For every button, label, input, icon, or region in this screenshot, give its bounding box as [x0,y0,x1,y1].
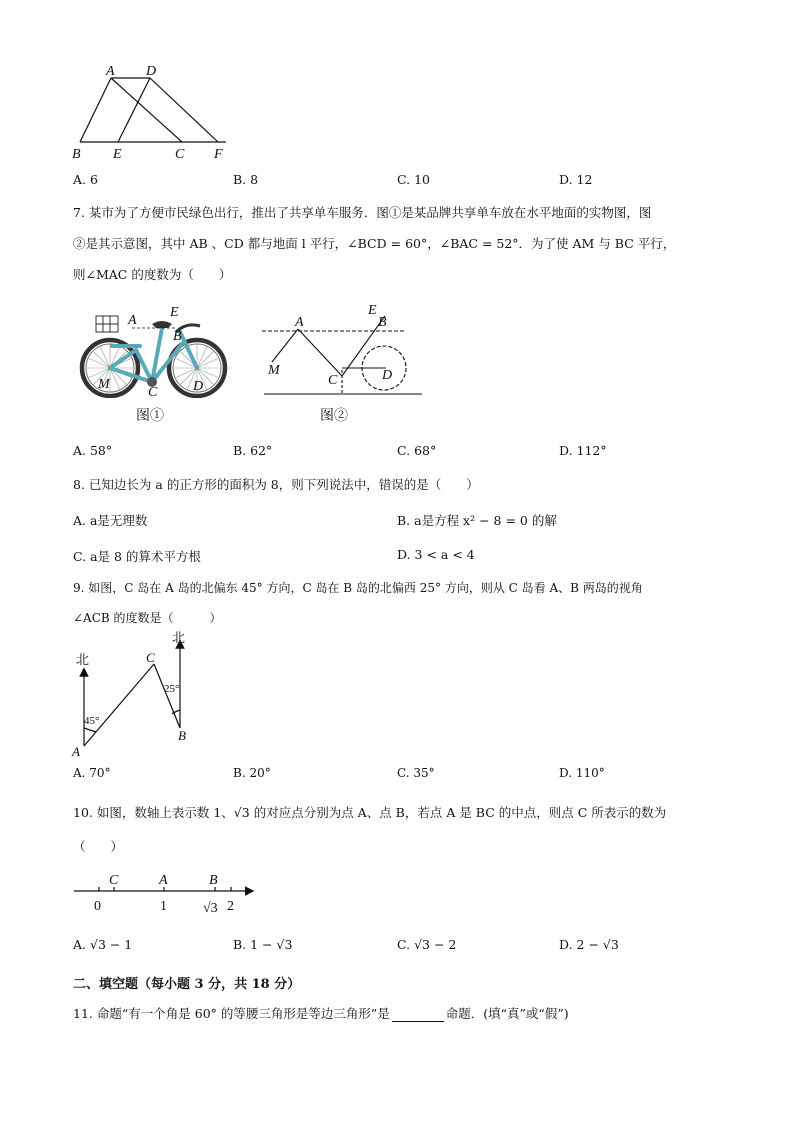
q7-fig1-label-A: A [128,313,137,328]
q10-label-A: A [159,873,168,888]
q8-option-a[interactable]: A. a是无理数 [73,513,148,528]
q7-option-a[interactable]: A. 58° [73,443,113,458]
q10-tick-1: 1 [160,899,167,914]
section-2-title: 二、填空题（每小题 3 分，共 18 分） [73,977,301,992]
q6-label-A: A [106,64,115,79]
q9-option-a[interactable]: A. 70° [73,766,111,780]
q7-number: 7. [73,205,85,220]
q8-option-c[interactable]: C. a是 8 的算术平方根 [73,549,201,564]
q10-label-C: C [109,873,119,888]
q7-schematic-figure [258,300,426,400]
q7-bicycle-figure [76,302,228,398]
q11-answer-blank[interactable] [392,1009,444,1022]
q9-option-d[interactable]: D. 110° [559,766,605,780]
q7-fig1-label-C: C [148,385,158,398]
q10-tick-2: 2 [227,899,234,914]
q11-number: 11. [73,1006,93,1021]
q9-figure [70,630,200,758]
q8-stem [73,475,479,493]
q6-figure [66,60,246,165]
q7-option-d[interactable]: D. 112° [559,443,607,458]
q10-option-d[interactable]: D. 2 − √3 [559,937,619,952]
q7-fig2-label-C: C [328,373,338,388]
q9-north-label-1: 北 [76,652,90,667]
q9-text-line2: ∠ACB 的度数是（ ） [73,611,222,625]
bicycle-basket [96,316,118,332]
q10-tick-0: 0 [94,899,101,914]
q9-angle-25: 25° [164,683,180,695]
q6-option-c[interactable]: C. 10 [397,172,430,187]
q10-text-line1: 如图，数轴上表示数 1、√3 的对应点分别为点 A、点 B，若点 A 是 BC 的中点，则点 C 所表示的数为 [96,805,667,820]
q7-fig2-label-D: D [382,368,393,383]
q8-option-b[interactable]: B. a是方程 x² − 8 = 0 的解 [397,513,557,528]
q9-stem [73,579,643,596]
q6-label-F: F [214,147,223,162]
q7-option-b[interactable]: B. 62° [233,443,273,458]
q10-number-line [70,868,260,918]
q8-number: 8. [73,477,85,492]
q7-fig2-label-A: A [295,315,304,330]
q9-label-B: B [178,728,186,743]
q10-number: 10. [73,805,93,820]
q7-fig2-label-B: B [378,315,387,330]
q9-option-c[interactable]: C. 35° [397,766,435,780]
q6-option-a[interactable]: A. 6 [73,172,98,187]
q9-angle-45: 45° [84,715,100,727]
q7-fig2-label-E: E [368,303,377,318]
q10-option-b[interactable]: B. 1 − √3 [233,937,293,952]
q7-option-c[interactable]: C. 68° [397,443,437,458]
q9-text-line1: 如图，C 岛在 A 岛的北偏东 45° 方向，C 岛在 B 岛的北偏西 25° 方向，则从 C 岛看 A、B 两岛的视角 [88,581,643,595]
q7-text-line1: 某市为了方便市民绿色出行，推出了共享单车服务．图①是某品牌共享单车放在水平地面的实物图，图 [88,205,652,220]
q11-text-after: 命题．(填“真”或“假”) [445,1006,569,1021]
q10-label-B: B [209,873,218,888]
q8-text: 已知边长为 a 的正方形的面积为 8，则下列说法中，错误的是（ ） [88,477,479,492]
q6-label-B: B [72,147,81,162]
q9-number: 9. [73,581,85,595]
q7-text-line3: 则∠MAC 的度数为（ ） [73,267,232,282]
q10-stem [73,803,666,821]
q7-fig1-label-D: D [193,379,204,394]
q7-fig1-label-E: E [170,305,179,320]
q11-stem [73,1004,569,1022]
q7-stem [73,203,651,221]
q10-text-line2: （ ） [73,839,124,854]
q11-text-before: 命题“有一个角是 60° 的等腰三角形是等边三角形”是 [96,1006,390,1021]
q7-text-line2: ②是其示意图，其中 AB 、CD 都与地面 l 平行，∠BCD = 60°，∠BAC = 52°．为了使 AM 与 BC 平行， [73,236,676,251]
q6-label-C: C [175,147,185,162]
q7-fig2-label-M: M [268,363,280,378]
q9-option-b[interactable]: B. 20° [233,766,271,780]
q7-fig1-label-B: B [173,329,182,344]
q9-north-label-2: 北 [172,630,186,645]
q9-label-A: A [72,744,80,758]
q7-fig1-label-M: M [98,377,110,392]
q6-label-E: E [113,147,122,162]
q6-option-d[interactable]: D. 12 [559,172,593,187]
q7-fig2-caption: 图② [320,408,348,424]
q7-fig1-caption: 图① [136,408,164,424]
q8-option-d[interactable]: D. 3 < a < 4 [397,547,475,562]
q9-label-C: C [146,650,155,665]
q10-option-c[interactable]: C. √3 − 2 [397,937,457,952]
q6-option-b[interactable]: B. 8 [233,172,259,187]
q6-label-D: D [146,64,157,79]
q10-tick-sqrt3: √3 [203,901,218,916]
q10-option-a[interactable]: A. √3 − 1 [73,937,133,952]
bicycle-seat [152,321,172,328]
